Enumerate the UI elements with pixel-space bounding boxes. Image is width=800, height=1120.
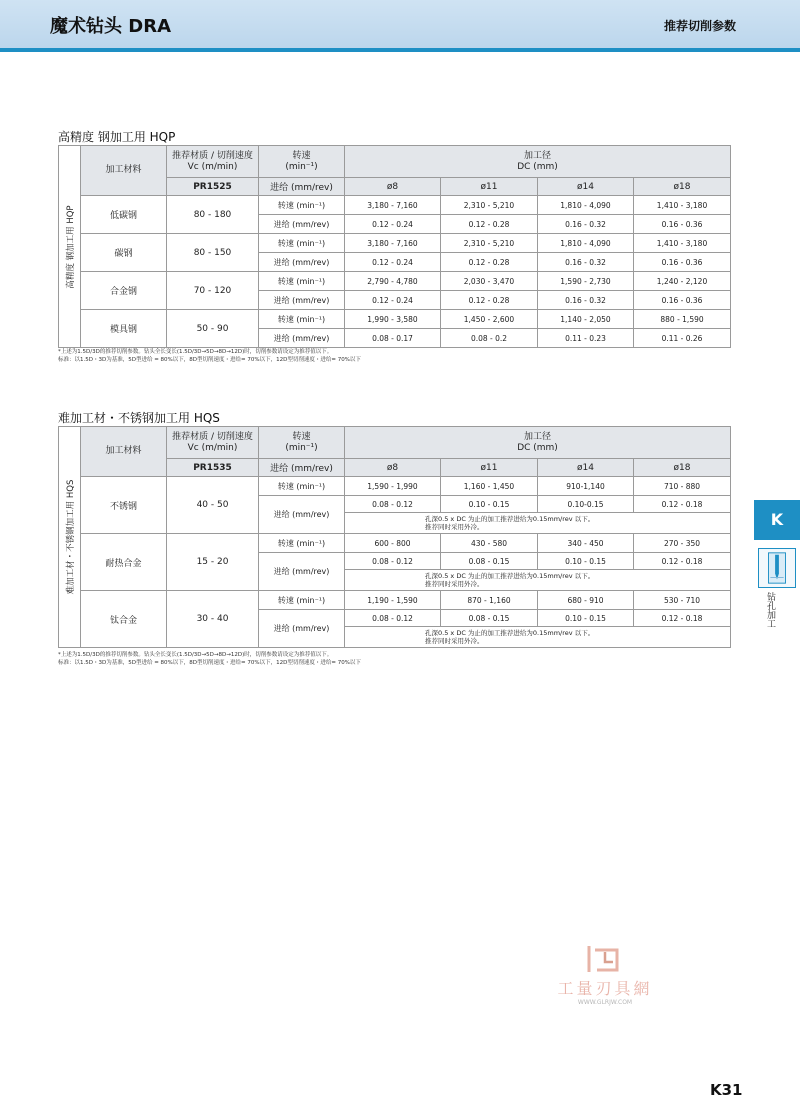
hqp-feed-value: 0.11 - 0.23 xyxy=(538,329,634,348)
hqp-rpm-value: 1,450 - 2,600 xyxy=(441,310,538,329)
hqs-rpm-value: 430 - 580 xyxy=(441,534,538,553)
hqp-rpm-value: 2,790 - 4,780 xyxy=(345,272,441,291)
hqp-feed-value: 0.16 - 0.36 xyxy=(634,253,731,272)
hqs-dia-14: ø14 xyxy=(538,459,634,477)
hqs-table xyxy=(58,426,731,648)
hqp-rpm-label: 转速 (min⁻¹) xyxy=(259,310,345,329)
hqp-feed-value: 0.16 - 0.32 xyxy=(538,291,634,310)
hqp-footnotes xyxy=(58,348,361,364)
hqs-side-label-cell xyxy=(59,427,81,648)
watermark-url: WWW.GLRJW.COM xyxy=(577,999,633,1006)
hqp-rpm-value: 1,240 - 2,120 xyxy=(634,272,731,291)
hqs-feed-label: 进给 (mm/rev) xyxy=(259,610,345,648)
hqs-rpm-label: 转速 (min⁻¹) xyxy=(259,534,345,553)
hqp-rpm-value: 1,410 - 3,180 xyxy=(634,234,731,253)
hqs-feed-note xyxy=(345,627,731,648)
hqp-feed-label: 进给 (mm/rev) xyxy=(259,253,345,272)
hqp-dia-18: ø18 xyxy=(634,178,731,196)
hqp-feed-value: 0.16 - 0.32 xyxy=(538,253,634,272)
hqs-col-material: 加工材料 xyxy=(81,427,167,477)
hqs-footnotes xyxy=(58,651,361,667)
hqs-side-label: 难加工材・不锈钢加工用 HQS xyxy=(65,479,76,595)
hqs-feed-value: 0.10 - 0.15 xyxy=(441,496,538,513)
hqp-section-title: 高精度 钢加工用 HQP xyxy=(58,130,176,144)
hqp-col-material: 加工材料 xyxy=(81,146,167,196)
hqs-note-line-2: 推荐同时采用外冷。 xyxy=(425,523,484,531)
hqp-rpm-value: 1,990 - 3,580 xyxy=(345,310,441,329)
hqs-rpm-value: 340 - 450 xyxy=(538,534,634,553)
hqp-feed-value: 0.12 - 0.28 xyxy=(441,291,538,310)
hqp-feed-value: 0.12 - 0.24 xyxy=(345,291,441,310)
hqp-feed-value: 0.08 - 0.17 xyxy=(345,329,441,348)
hqs-feed-value: 0.08 - 0.12 xyxy=(345,610,441,627)
chapter-tab-label: 钻孔加工 xyxy=(765,592,775,628)
watermark xyxy=(535,944,675,1014)
chapter-tab-k[interactable]: K xyxy=(754,500,800,540)
hqp-feed-value: 0.16 - 0.32 xyxy=(538,215,634,234)
hqp-feed-value: 0.16 - 0.36 xyxy=(634,215,731,234)
hqs-feed-value: 0.10 - 0.15 xyxy=(538,610,634,627)
hqp-rpm-value: 1,590 - 2,730 xyxy=(538,272,634,291)
hqp-feed-value: 0.08 - 0.2 xyxy=(441,329,538,348)
hqs-col-diameter: 加工径 DC (mm) xyxy=(345,427,731,459)
hqs-material: 不锈钢 xyxy=(81,477,167,534)
hqp-rpm-value: 3,180 - 7,160 xyxy=(345,234,441,253)
hqs-rpm-value: 270 - 350 xyxy=(634,534,731,553)
section-label: 推荐切削参数 xyxy=(663,19,736,33)
hqp-rpm-value: 1,810 - 4,090 xyxy=(538,196,634,215)
hqs-rpm-value: 530 - 710 xyxy=(634,591,731,610)
hqp-rpm-value: 3,180 - 7,160 xyxy=(345,196,441,215)
hqs-note-1: *上述为1.5D/3D的推荐切削参数。钻头全长变长(1.5D/3D→5D→8D→12D)时，切削参数请设定为推荐值以下。 xyxy=(58,652,333,658)
hqp-material: 碳钢 xyxy=(81,234,167,272)
hqp-col-rpm: 转速 (min⁻¹) xyxy=(259,146,345,178)
watermark-logo xyxy=(583,944,627,974)
hqs-rpm-label: 转速 (min⁻¹) xyxy=(259,477,345,496)
hqp-rpm-value: 1,810 - 4,090 xyxy=(538,234,634,253)
hqp-rpm-label: 转速 (min⁻¹) xyxy=(259,234,345,253)
hqs-feed-value: 0.12 - 0.18 xyxy=(634,610,731,627)
hqs-feed-value: 0.08 - 0.12 xyxy=(345,553,441,570)
hqp-grade: PR1525 xyxy=(167,178,259,196)
hqs-rpm-value: 910-1,140 xyxy=(538,477,634,496)
hqp-feed-value: 0.12 - 0.24 xyxy=(345,215,441,234)
hqs-feed-label: 进给 (mm/rev) xyxy=(259,496,345,534)
table-row xyxy=(59,591,731,610)
hqs-feed-value: 0.08 - 0.15 xyxy=(441,610,538,627)
hqs-rpm-label: 转速 (min⁻¹) xyxy=(259,591,345,610)
hqp-vc: 80 - 150 xyxy=(167,234,259,272)
hqp-note-2: 标准：以1.5D・3D为基准，5D型进给 = 80%以下，8D型切削速度・进给= 70%以下，12D型切削速度・进给= 70%以下 xyxy=(58,357,361,363)
hqs-material: 钛合金 xyxy=(81,591,167,648)
table-row xyxy=(59,234,731,253)
hqs-feed-value: 0.10 - 0.15 xyxy=(538,553,634,570)
hqp-vc: 50 - 90 xyxy=(167,310,259,348)
hqs-feed-value: 0.12 - 0.18 xyxy=(634,553,731,570)
hqs-dia-11: ø11 xyxy=(441,459,538,477)
hqs-feed-value: 0.12 - 0.18 xyxy=(634,496,731,513)
drill-icon xyxy=(758,548,796,588)
hqs-rpm-value: 1,590 - 1,990 xyxy=(345,477,441,496)
hqp-side-label-cell xyxy=(59,146,81,348)
table-row xyxy=(59,272,731,291)
hqp-rpm-value: 1,410 - 3,180 xyxy=(634,196,731,215)
hqp-rpm-label: 转速 (min⁻¹) xyxy=(259,196,345,215)
hqs-feed-note xyxy=(345,513,731,534)
hqp-col-diameter: 加工径 DC (mm) xyxy=(345,146,731,178)
hqp-feed-value: 0.12 - 0.28 xyxy=(441,253,538,272)
hqp-rpm-value: 2,030 - 3,470 xyxy=(441,272,538,291)
hqp-feed-label: 进给 (mm/rev) xyxy=(259,215,345,234)
hqs-feed-value: 0.08 - 0.12 xyxy=(345,496,441,513)
hqs-rpm-value: 870 - 1,160 xyxy=(441,591,538,610)
hqs-rpm-value: 1,190 - 1,590 xyxy=(345,591,441,610)
hqp-note-1: *上述为1.5D/3D的推荐切削参数。钻头全长变长(1.5D/3D→5D→8D→12D)时，切削参数请设定为推荐值以下。 xyxy=(58,349,333,355)
hqs-material: 耐热合金 xyxy=(81,534,167,591)
hqs-feed-note xyxy=(345,570,731,591)
hqs-note-2: 标准：以1.5D・3D为基准，5D型进给 = 80%以下，8D型切削速度・进给= 70%以下，12D型切削速度・进给= 70%以下 xyxy=(58,660,361,666)
hqp-col-grade-speed: 推荐材质 / 切削速度 Vc (m/min) xyxy=(167,146,259,178)
hqp-rpm-value: 2,310 - 5,210 xyxy=(441,196,538,215)
hqs-dia-8: ø8 xyxy=(345,459,441,477)
watermark-text: 工量刃具網 xyxy=(557,979,653,998)
hqp-rpm-label: 转速 (min⁻¹) xyxy=(259,272,345,291)
hqp-table xyxy=(58,145,731,348)
hqs-dia-18: ø18 xyxy=(634,459,731,477)
hqp-dia-8: ø8 xyxy=(345,178,441,196)
hqp-rpm-value: 2,310 - 5,210 xyxy=(441,234,538,253)
hqs-rpm-value: 680 - 910 xyxy=(538,591,634,610)
hqp-side-label: 高精度 钢加工用 HQP xyxy=(65,204,76,289)
hqs-note-line-2: 推荐同时采用外冷。 xyxy=(425,580,484,588)
hqp-feed-value: 0.12 - 0.24 xyxy=(345,253,441,272)
hqs-note-line-1: 孔深0.5 x DC 为止的加工推荐进给为0.15mm/rev 以下。 xyxy=(425,515,595,523)
page-number: K31 xyxy=(710,1081,743,1099)
hqp-feed-value: 0.16 - 0.36 xyxy=(634,291,731,310)
hqs-feed-header: 进给 (mm/rev) xyxy=(259,459,345,477)
hqs-vc: 30 - 40 xyxy=(167,591,259,648)
hqp-feed-header: 进给 (mm/rev) xyxy=(259,178,345,196)
hqp-rpm-value: 880 - 1,590 xyxy=(634,310,731,329)
table-row xyxy=(59,196,731,215)
hqs-vc: 40 - 50 xyxy=(167,477,259,534)
hqp-vc: 80 - 180 xyxy=(167,196,259,234)
hqp-dia-14: ø14 xyxy=(538,178,634,196)
hqs-note-line-1: 孔深0.5 x DC 为止的加工推荐进给为0.15mm/rev 以下。 xyxy=(425,572,595,580)
hqs-col-grade-speed: 推荐材质 / 切削速度 Vc (m/min) xyxy=(167,427,259,459)
hqs-feed-label: 进给 (mm/rev) xyxy=(259,553,345,591)
hqs-col-rpm: 转速 (min⁻¹) xyxy=(259,427,345,459)
hqp-dia-11: ø11 xyxy=(441,178,538,196)
hqs-feed-value: 0.10-0.15 xyxy=(538,496,634,513)
hqs-section-title: 难加工材・不锈钢加工用 HQS xyxy=(58,411,220,425)
hqs-feed-value: 0.08 - 0.15 xyxy=(441,553,538,570)
hqs-vc: 15 - 20 xyxy=(167,534,259,591)
hqp-feed-value: 0.11 - 0.26 xyxy=(634,329,731,348)
hqp-feed-label: 进给 (mm/rev) xyxy=(259,329,345,348)
hqp-vc: 70 - 120 xyxy=(167,272,259,310)
document-title: 魔术钻头 DRA xyxy=(50,16,171,37)
table-row xyxy=(59,477,731,496)
header-accent-line xyxy=(0,48,800,52)
hqs-rpm-value: 600 - 800 xyxy=(345,534,441,553)
hqp-feed-label: 进给 (mm/rev) xyxy=(259,291,345,310)
table-row xyxy=(59,310,731,329)
hqs-rpm-value: 710 - 880 xyxy=(634,477,731,496)
hqp-material: 模具钢 xyxy=(81,310,167,348)
hqs-note-line-1: 孔深0.5 x DC 为止的加工推荐进给为0.15mm/rev 以下。 xyxy=(425,629,595,637)
hqp-material: 合金钢 xyxy=(81,272,167,310)
hqs-grade: PR1535 xyxy=(167,459,259,477)
hqp-rpm-value: 1,140 - 2,050 xyxy=(538,310,634,329)
hqp-feed-value: 0.12 - 0.28 xyxy=(441,215,538,234)
table-row xyxy=(59,534,731,553)
hqs-note-line-2: 推荐同时采用外冷。 xyxy=(425,637,484,645)
hqp-material: 低碳钢 xyxy=(81,196,167,234)
hqs-rpm-value: 1,160 - 1,450 xyxy=(441,477,538,496)
